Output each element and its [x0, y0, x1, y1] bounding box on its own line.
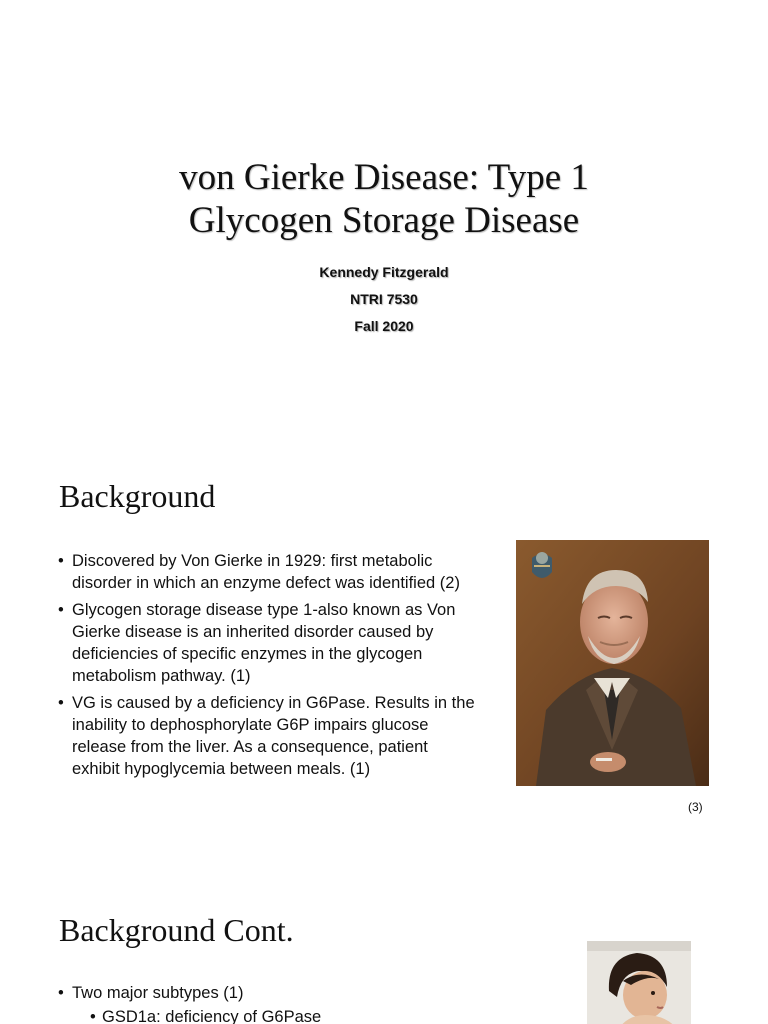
sub-bullet-list	[72, 1006, 478, 1024]
sub-bullet-item: • GSD1a: deficiency of G6Pase	[72, 1006, 478, 1024]
term: Fall 2020	[354, 318, 414, 334]
title-line-2: Glycogen Storage Disease	[188, 200, 580, 241]
bullet-item: • Glycogen storage disease type 1-also known as Von Gierke disease is an inherited disorder caused by deficiencies of specific enzymes in the glycogen metabolism pathway. (1)	[58, 599, 478, 687]
child-photo	[587, 941, 691, 1024]
background-slide	[0, 432, 768, 864]
title-slide	[0, 0, 768, 432]
author-name: Kennedy Fitzgerald	[319, 264, 449, 280]
slide-subtitle	[0, 259, 768, 340]
course-code: NTRI 7530	[350, 291, 418, 307]
bullet-text: Two major subtypes (1)	[72, 984, 244, 1002]
slide-title	[0, 156, 768, 242]
bullet-list	[58, 550, 478, 785]
background-cont-slide	[0, 864, 768, 1024]
bullet-item	[58, 982, 478, 1024]
slide-heading: Background	[59, 478, 216, 514]
bullet-item: • Discovered by Von Gierke in 1929: first metabolic disorder in which an enzyme defect was identified (2)	[58, 550, 478, 594]
slide-heading: Background Cont.	[59, 912, 294, 948]
bullet-item: • VG is caused by a deficiency in G6Pase. Results in the inability to dephosphorylate G6P impairs glucose release from the liver. As a consequence, patient exhibit hypoglycemia between meals. (1)	[58, 692, 478, 780]
portrait-painting	[516, 540, 709, 786]
title-line-1: von Gierke Disease: Type 1	[179, 157, 589, 198]
image-caption: (3)	[688, 800, 703, 814]
bullet-list	[58, 982, 478, 1024]
